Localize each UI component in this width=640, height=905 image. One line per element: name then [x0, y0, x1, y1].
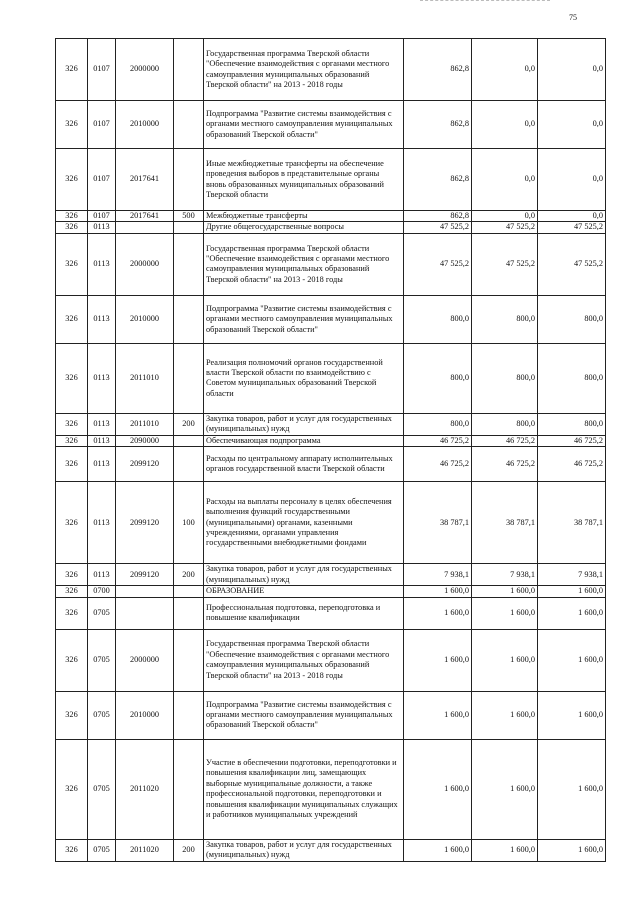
cell-amount-2: 46 725,2: [472, 435, 538, 446]
cell-amount-3: 800,0: [538, 413, 606, 435]
cell-section-code: 0113: [88, 233, 116, 295]
cell-section-code: 0107: [88, 149, 116, 211]
cell-ved-code: 326: [56, 839, 88, 861]
cell-amount-1: 47 525,2: [404, 233, 472, 295]
cell-amount-1: 862,8: [404, 149, 472, 211]
table-row: [56, 295, 606, 343]
cell-item-name: Профессиональная подготовка, переподготовка и повышение квалификации: [204, 597, 404, 629]
cell-ved-code: 326: [56, 564, 88, 586]
cell-expense-type: [174, 295, 204, 343]
cell-ved-code: 326: [56, 482, 88, 564]
cell-section-code: 0113: [88, 435, 116, 446]
cell-ved-code: 326: [56, 149, 88, 211]
cell-section-code: 0705: [88, 839, 116, 861]
cell-ved-code: 326: [56, 233, 88, 295]
cell-amount-2: 0,0: [472, 39, 538, 101]
cell-amount-2: 1 600,0: [472, 629, 538, 691]
cell-section-code: 0705: [88, 691, 116, 739]
cell-amount-1: 46 725,2: [404, 435, 472, 446]
cell-ved-code: 326: [56, 629, 88, 691]
cell-amount-2: 1 600,0: [472, 597, 538, 629]
cell-amount-3: 800,0: [538, 295, 606, 343]
table-row: [56, 586, 606, 597]
cell-target-article: 2000000: [116, 629, 174, 691]
cell-amount-1: 46 725,2: [404, 447, 472, 482]
cell-amount-2: 1 600,0: [472, 586, 538, 597]
cell-item-name: Государственная программа Тверской области "Обеспечение взаимодействия с органами местного самоуправления муниципальных образований Тверской области" на 2013 - 2018 годы: [204, 39, 404, 101]
cell-target-article: 2000000: [116, 233, 174, 295]
cell-amount-1: 1 600,0: [404, 586, 472, 597]
cell-ved-code: 326: [56, 101, 88, 149]
cell-target-article: 2099120: [116, 447, 174, 482]
cell-amount-2: 46 725,2: [472, 447, 538, 482]
table-row: [56, 482, 606, 564]
cell-ved-code: 326: [56, 211, 88, 222]
cell-amount-3: 46 725,2: [538, 447, 606, 482]
cell-item-name: Закупка товаров, работ и услуг для государственных (муниципальных) нужд: [204, 413, 404, 435]
cell-target-article: 2011020: [116, 739, 174, 839]
cell-item-name: ОБРАЗОВАНИЕ: [204, 586, 404, 597]
cell-expense-type: [174, 586, 204, 597]
cell-section-code: 0705: [88, 597, 116, 629]
table-row: [56, 149, 606, 211]
cell-expense-type: [174, 435, 204, 446]
cell-amount-1: 7 938,1: [404, 564, 472, 586]
cell-amount-2: 47 525,2: [472, 233, 538, 295]
cell-amount-2: 800,0: [472, 295, 538, 343]
cell-section-code: 0113: [88, 343, 116, 413]
cell-ved-code: 326: [56, 597, 88, 629]
cell-ved-code: 326: [56, 586, 88, 597]
cell-expense-type: 200: [174, 564, 204, 586]
cell-target-article: 2090000: [116, 435, 174, 446]
page-number: 75: [569, 13, 577, 22]
cell-section-code: 0113: [88, 413, 116, 435]
table-row: [56, 211, 606, 222]
cell-section-code: 0700: [88, 586, 116, 597]
cell-amount-1: 862,8: [404, 211, 472, 222]
cell-item-name: Обеспечивающая подпрограмма: [204, 435, 404, 446]
cell-amount-3: 0,0: [538, 149, 606, 211]
cell-amount-2: 0,0: [472, 211, 538, 222]
budget-table-body: [56, 39, 606, 862]
cell-target-article: 2000000: [116, 39, 174, 101]
cell-section-code: 0107: [88, 211, 116, 222]
cell-expense-type: 100: [174, 482, 204, 564]
cell-expense-type: [174, 343, 204, 413]
cell-ved-code: 326: [56, 447, 88, 482]
cell-amount-3: 1 600,0: [538, 597, 606, 629]
table-row: [56, 413, 606, 435]
cell-amount-2: 1 600,0: [472, 691, 538, 739]
table-row: [56, 839, 606, 861]
cell-amount-3: 800,0: [538, 343, 606, 413]
cell-item-name: Другие общегосударственные вопросы: [204, 222, 404, 233]
cell-amount-3: 47 525,2: [538, 233, 606, 295]
cell-item-name: Расходы по центральному аппарату исполнительных органов государственной власти Тверской области: [204, 447, 404, 482]
cell-target-article: 2017641: [116, 211, 174, 222]
cell-ved-code: 326: [56, 435, 88, 446]
cell-target-article: 2010000: [116, 691, 174, 739]
cell-item-name: Иные межбюджетные трансферты на обеспечение проведения выборов в представительные органы вновь образованных муниципальных образований Тверской области: [204, 149, 404, 211]
scan-artifact-line: [420, 0, 550, 3]
cell-target-article: [116, 222, 174, 233]
cell-amount-2: 800,0: [472, 343, 538, 413]
cell-amount-3: 1 600,0: [538, 839, 606, 861]
cell-amount-1: 1 600,0: [404, 597, 472, 629]
cell-target-article: 2099120: [116, 564, 174, 586]
cell-amount-1: 800,0: [404, 413, 472, 435]
cell-ved-code: 326: [56, 295, 88, 343]
table-row: [56, 691, 606, 739]
cell-amount-3: 46 725,2: [538, 435, 606, 446]
cell-amount-1: 862,8: [404, 39, 472, 101]
cell-amount-2: 0,0: [472, 101, 538, 149]
cell-target-article: 2017641: [116, 149, 174, 211]
cell-item-name: Государственная программа Тверской области "Обеспечение взаимодействия с органами местного самоуправления муниципальных образований Тверской области" на 2013 - 2018 годы: [204, 629, 404, 691]
cell-item-name: Закупка товаров, работ и услуг для государственных (муниципальных) нужд: [204, 839, 404, 861]
cell-amount-3: 1 600,0: [538, 629, 606, 691]
table-row: [56, 233, 606, 295]
cell-section-code: 0113: [88, 447, 116, 482]
cell-amount-2: 0,0: [472, 149, 538, 211]
cell-expense-type: [174, 597, 204, 629]
cell-item-name: Подпрограмма "Развитие системы взаимодействия с органами местного самоуправления муниципальных образований Тверской области": [204, 295, 404, 343]
cell-expense-type: [174, 629, 204, 691]
cell-amount-3: 38 787,1: [538, 482, 606, 564]
cell-amount-3: 0,0: [538, 101, 606, 149]
cell-item-name: Реализация полномочий органов государственной власти Тверской области по взаимодействию с Советом муниципальных образований Тверской области: [204, 343, 404, 413]
cell-expense-type: [174, 691, 204, 739]
cell-amount-1: 800,0: [404, 343, 472, 413]
cell-target-article: [116, 597, 174, 629]
cell-expense-type: [174, 149, 204, 211]
cell-item-name: Государственная программа Тверской области "Обеспечение взаимодействия с органами местного самоуправления муниципальных образований Тверской области" на 2013 - 2018 годы: [204, 233, 404, 295]
table-row: [56, 435, 606, 446]
cell-amount-3: 0,0: [538, 211, 606, 222]
cell-item-name: Закупка товаров, работ и услуг для государственных (муниципальных) нужд: [204, 564, 404, 586]
cell-section-code: 0107: [88, 101, 116, 149]
cell-amount-1: 1 600,0: [404, 691, 472, 739]
cell-target-article: 2010000: [116, 101, 174, 149]
cell-section-code: 0113: [88, 295, 116, 343]
cell-item-name: Расходы на выплаты персоналу в целях обеспечения выполнения функций государственными (муниципальными) органами, казенными учреждениями, органами управления государственными внебюджетными фондами: [204, 482, 404, 564]
cell-item-name: Подпрограмма "Развитие системы взаимодействия с органами местного самоуправления муниципальных образований Тверской области": [204, 101, 404, 149]
table-row: [56, 101, 606, 149]
cell-amount-3: 1 600,0: [538, 691, 606, 739]
cell-expense-type: 200: [174, 413, 204, 435]
cell-target-article: 2011010: [116, 413, 174, 435]
table-row: [56, 447, 606, 482]
cell-section-code: 0113: [88, 482, 116, 564]
table-row: [56, 39, 606, 101]
cell-section-code: 0107: [88, 39, 116, 101]
cell-amount-1: 1 600,0: [404, 739, 472, 839]
cell-item-name: Межбюджетные трансферты: [204, 211, 404, 222]
table-row: [56, 597, 606, 629]
cell-amount-1: 47 525,2: [404, 222, 472, 233]
cell-expense-type: [174, 101, 204, 149]
table-row: [56, 629, 606, 691]
cell-ved-code: 326: [56, 343, 88, 413]
cell-ved-code: 326: [56, 739, 88, 839]
cell-amount-2: 38 787,1: [472, 482, 538, 564]
cell-amount-2: 800,0: [472, 413, 538, 435]
cell-ved-code: 326: [56, 413, 88, 435]
cell-target-article: 2011010: [116, 343, 174, 413]
table-row: [56, 343, 606, 413]
cell-amount-2: 1 600,0: [472, 739, 538, 839]
cell-section-code: 0705: [88, 739, 116, 839]
cell-expense-type: [174, 447, 204, 482]
table-row: [56, 564, 606, 586]
cell-expense-type: 500: [174, 211, 204, 222]
cell-ved-code: 326: [56, 39, 88, 101]
cell-item-name: Подпрограмма "Развитие системы взаимодействия с органами местного самоуправления муниципальных образований Тверской области": [204, 691, 404, 739]
cell-section-code: 0113: [88, 222, 116, 233]
cell-amount-2: 1 600,0: [472, 839, 538, 861]
cell-target-article: [116, 586, 174, 597]
cell-ved-code: 326: [56, 222, 88, 233]
cell-amount-3: 47 525,2: [538, 222, 606, 233]
cell-amount-1: 862,8: [404, 101, 472, 149]
cell-amount-3: 1 600,0: [538, 586, 606, 597]
cell-item-name: Участие в обеспечении подготовки, переподготовки и повышения квалификации лиц, замещающих выборные муниципальные должности, а также профессиональной подготовки, переподготовки и повышения квалификации муниципальных служащих и работников муниципальных учреждений: [204, 739, 404, 839]
cell-target-article: 2011020: [116, 839, 174, 861]
cell-section-code: 0113: [88, 564, 116, 586]
cell-amount-2: 47 525,2: [472, 222, 538, 233]
cell-amount-3: 1 600,0: [538, 739, 606, 839]
table-row: [56, 739, 606, 839]
cell-amount-1: 800,0: [404, 295, 472, 343]
cell-target-article: 2010000: [116, 295, 174, 343]
cell-expense-type: [174, 233, 204, 295]
cell-expense-type: 200: [174, 839, 204, 861]
cell-amount-1: 1 600,0: [404, 629, 472, 691]
cell-expense-type: [174, 39, 204, 101]
cell-expense-type: [174, 739, 204, 839]
cell-amount-1: 1 600,0: [404, 839, 472, 861]
cell-amount-1: 38 787,1: [404, 482, 472, 564]
cell-target-article: 2099120: [116, 482, 174, 564]
cell-expense-type: [174, 222, 204, 233]
cell-ved-code: 326: [56, 691, 88, 739]
budget-table: [55, 38, 606, 862]
cell-section-code: 0705: [88, 629, 116, 691]
cell-amount-2: 7 938,1: [472, 564, 538, 586]
cell-amount-3: 0,0: [538, 39, 606, 101]
table-row: [56, 222, 606, 233]
cell-amount-3: 7 938,1: [538, 564, 606, 586]
